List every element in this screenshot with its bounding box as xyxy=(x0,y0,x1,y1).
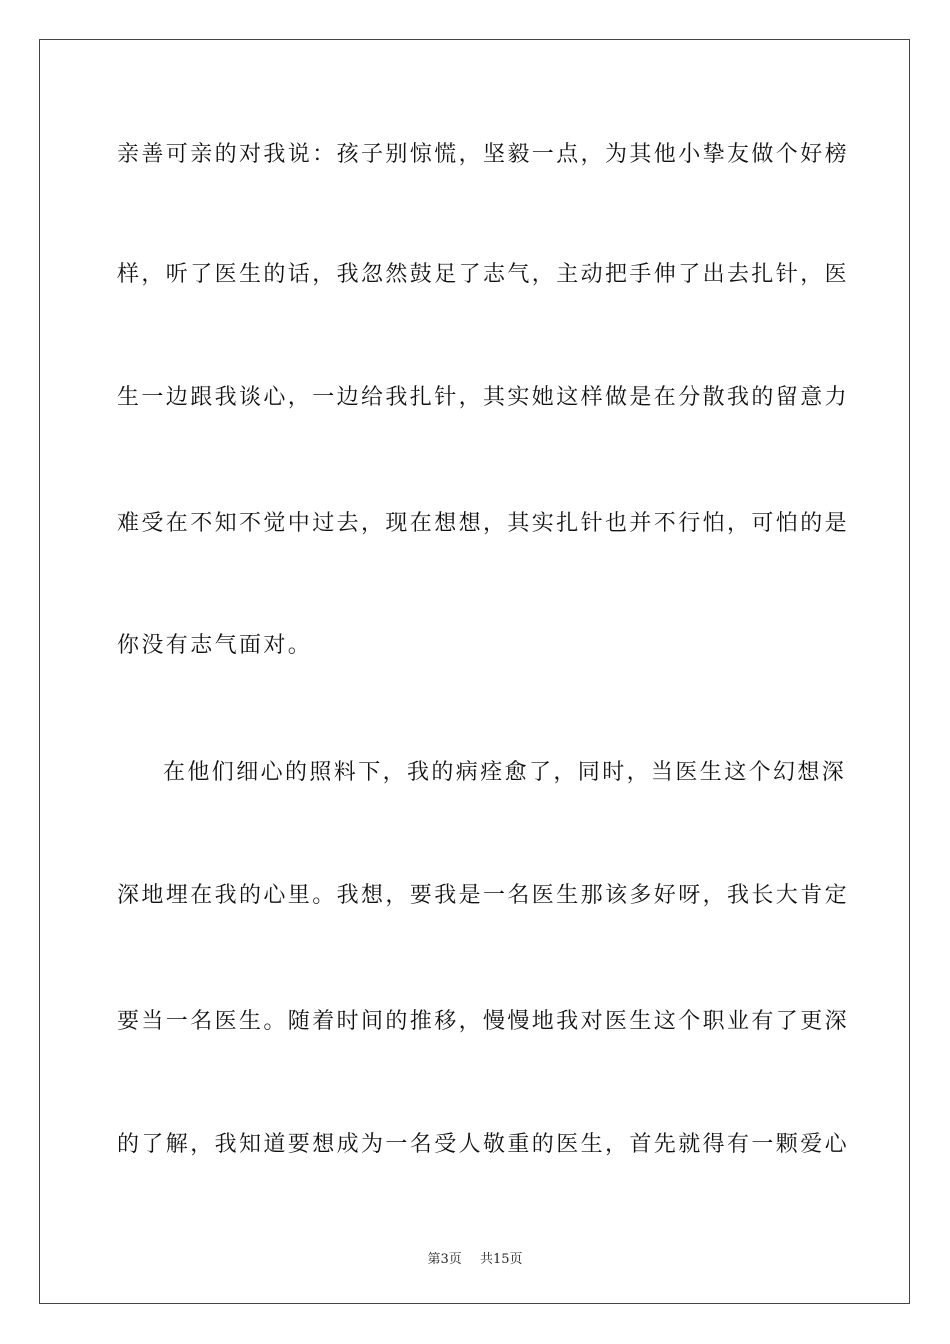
page-border xyxy=(39,39,910,1304)
text-line: 你没有志气面对。 xyxy=(117,633,313,658)
page-total: 共15页 xyxy=(479,1252,523,1267)
page-number: 第3页 xyxy=(427,1252,462,1267)
paragraph-start-line: 在他们细心的照料下，我的病痊愈了，同时，当医生这个幻想深 xyxy=(163,760,847,785)
text-line: 生一边跟我谈心，一边给我扎针，其实她这样做是在分散我的留意力 xyxy=(117,385,850,410)
text-line: 的了解，我知道要想成为一名受人敬重的医生，首先就得有一颗爱心 xyxy=(117,1132,850,1157)
text-line: 深地埋在我的心里。我想，要我是一名医生那该多好呀，我长大肯定 xyxy=(117,883,850,908)
page-footer xyxy=(0,1248,950,1267)
text-line: 亲善可亲的对我说：孩子别惊慌，坚毅一点，为其他小挚友做个好榜 xyxy=(117,142,850,167)
text-line: 样，听了医生的话，我忽然鼓足了志气，主动把手伸了出去扎针，医 xyxy=(117,262,850,287)
text-line: 要当一名医生。随着时间的推移，慢慢地我对医生这个职业有了更深 xyxy=(117,1009,850,1034)
text-line: 难受在不知不觉中过去，现在想想，其实扎针也并不行怕，可怕的是 xyxy=(117,511,850,536)
